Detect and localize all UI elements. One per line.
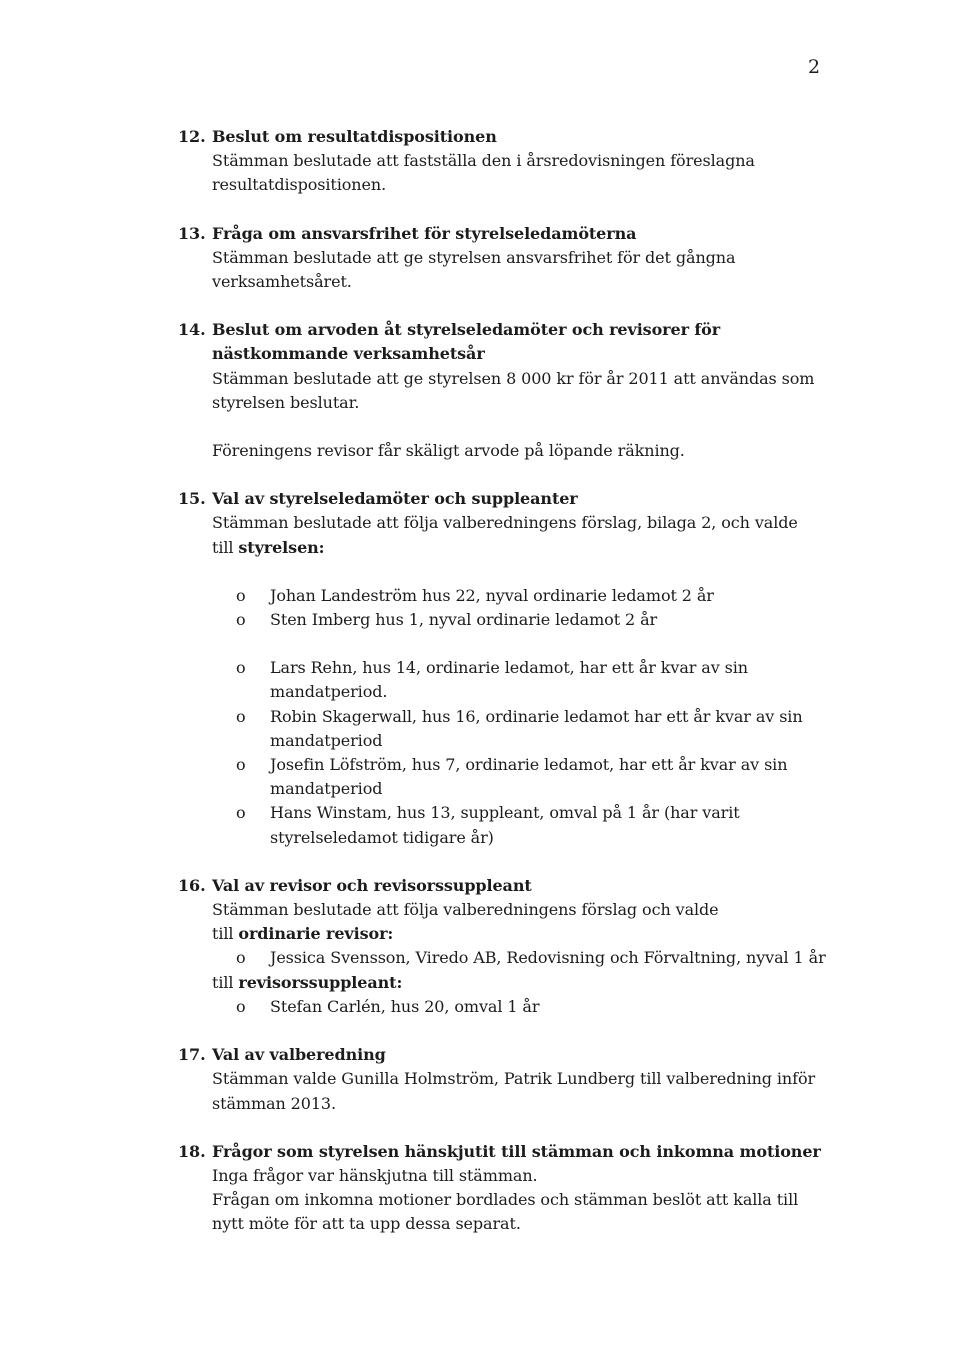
section-text: Stämman valde Gunilla Holmström, Patrik Lundberg till valberedning inför stämman 2013. [212, 1069, 816, 1113]
section-heading: Val av styrelseledamöter och suppleanter [212, 489, 578, 509]
section-number: 14. [178, 320, 206, 340]
section-heading: Beslut om resultatdispositionen [212, 127, 497, 146]
subheading-label: revisorssuppleant: [238, 972, 403, 992]
bullet-icon: o [236, 755, 246, 775]
subheading-prefix: till [212, 537, 239, 557]
section-heading: Fråga om ansvarsfrihet för styrelseledamöterna [212, 223, 637, 243]
section-text-secondary: Föreningens revisor får skäligt arvode på löpande räkning. [212, 441, 685, 461]
section-17 [178, 1043, 828, 1116]
list-item-text: Johan Landeström hus 22, nyval ordinarie ledamot 2 år [270, 585, 714, 605]
subheading-label: styrelsen: [238, 537, 325, 557]
list-item [212, 656, 828, 704]
document-body [178, 125, 828, 1237]
page-number: 2 [808, 56, 821, 78]
list-item-text: Jessica Svensson, Viredo AB, Redovisning och Förvaltning, nyval 1 år [270, 948, 826, 968]
section-18 [178, 1140, 828, 1237]
deputy-auditor-list [212, 995, 828, 1019]
list-item-text: Sten Imberg hus 1, nyval ordinarie ledamot 2 år [270, 610, 658, 630]
list-item [212, 753, 828, 801]
section-number: 16. [178, 875, 206, 895]
list-item [212, 995, 828, 1019]
board-new-members-list [212, 584, 828, 632]
section-heading: Beslut om arvoden åt styrelseledamöter och revisorer för nästkommande verksamhetsår [212, 320, 721, 364]
list-item-text: Robin Skagerwall, hus 16, ordinarie ledamot har ett år kvar av sin mandatperiod [270, 706, 803, 750]
section-text: Stämman beslutade att följa valberedningens förslag, bilaga 2, och valde [212, 513, 798, 533]
list-item-text: Stefan Carlén, hus 20, omval 1 år [270, 996, 540, 1016]
section-number: 17. [178, 1045, 206, 1065]
subheading-label: ordinarie revisor: [238, 924, 394, 944]
section-subheading [212, 536, 828, 560]
list-item-text: Josefin Löfström, hus 7, ordinarie ledamot, har ett år kvar av sin mandatperiod [270, 755, 788, 799]
list-item [212, 608, 828, 632]
section-heading: Val av valberedning [212, 1045, 386, 1065]
section-number: 18. [178, 1141, 206, 1161]
section-text: Stämman beslutade att följa valberedningens förslag och valde [212, 900, 719, 920]
bullet-icon: o [236, 610, 246, 630]
section-number: 12. [178, 127, 206, 146]
list-item [212, 946, 828, 970]
bullet-icon: o [236, 658, 246, 678]
section-text-secondary: Frågan om inkomna motioner bordlades och stämman beslöt att kalla till nytt möte för att ta upp dessa separat. [212, 1190, 799, 1234]
bullet-icon: o [236, 948, 246, 968]
list-item [212, 801, 828, 849]
bullet-icon: o [236, 706, 246, 726]
board-continuing-members-list [212, 656, 828, 850]
list-item [212, 705, 828, 753]
section-heading: Val av revisor och revisorssuppleant [212, 875, 532, 895]
bullet-icon: o [236, 585, 246, 605]
section-text: Stämman beslutade att fastställa den i årsredovisningen föreslagna resultatdispositionen. [212, 151, 755, 195]
section-heading: Frågor som styrelsen hänskjutit till stämman och inkomna motioner [212, 1141, 821, 1161]
bullet-icon: o [236, 996, 246, 1016]
section-14 [178, 318, 828, 463]
section-16 [178, 874, 828, 1019]
section-12 [178, 125, 828, 198]
section-text: Stämman beslutade att ge styrelsen 8 000 kr för år 2011 att användas som styrelsen beslutar. [212, 368, 815, 412]
list-item [212, 584, 828, 608]
section-text: Inga frågor var hänskjutna till stämman. [212, 1165, 538, 1185]
auditor-list [212, 946, 828, 970]
section-subheading [212, 971, 828, 995]
section-13 [178, 222, 828, 295]
list-item-text: Lars Rehn, hus 14, ordinarie ledamot, har ett år kvar av sin mandatperiod. [270, 658, 748, 702]
section-subheading [212, 922, 828, 946]
section-number: 13. [178, 223, 206, 243]
section-text: Stämman beslutade att ge styrelsen ansvarsfrihet för det gångna verksamhetsåret. [212, 247, 736, 292]
section-number: 15. [178, 489, 206, 509]
subheading-prefix: till [212, 972, 239, 992]
subheading-prefix: till [212, 924, 239, 944]
list-item-text: Hans Winstam, hus 13, suppleant, omval på 1 år (har varit styrelseledamot tidigare år) [270, 803, 740, 847]
bullet-icon: o [236, 803, 246, 823]
section-15 [178, 487, 828, 850]
